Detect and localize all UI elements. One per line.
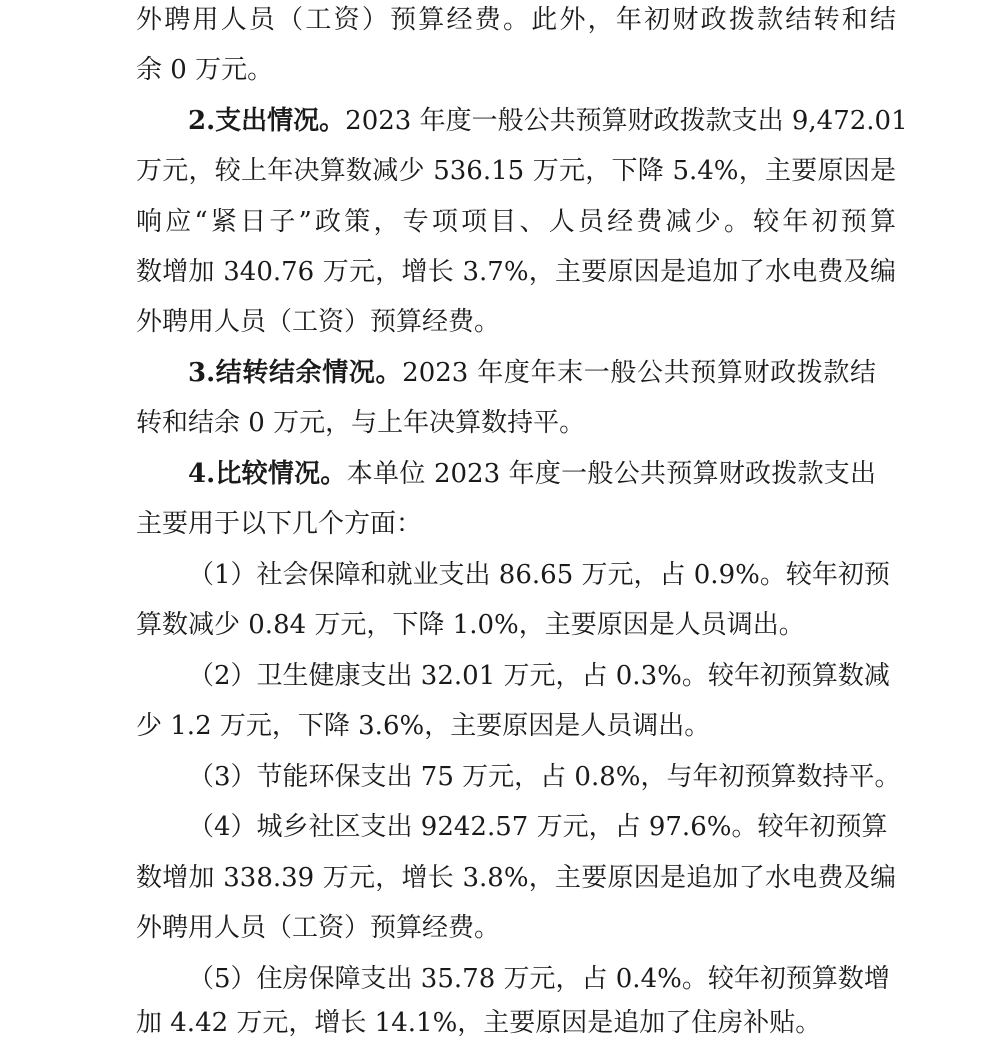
text-line: 余 0 万元。 (136, 55, 274, 85)
paragraph-comparison (136, 454, 876, 494)
text-line: 数增加 340.76 万元，增长 3.7%，主要原因是追加了水电费及编 (136, 257, 896, 287)
text-run: 2023 年度一般公共预算财政拨款支出 9,472.01 (345, 106, 908, 136)
list-item-health: （2）卫生健康支出 32.01 万元，占 0.3%。较年初预算数减 (188, 661, 890, 691)
section-heading-comparison: 4.比较情况。 (188, 459, 347, 489)
text-line: 加 4.42 万元，增长 14.1%，主要原因是追加了住房补贴。 (136, 1008, 822, 1038)
section-heading-expenditure: 2.支出情况。 (188, 106, 346, 136)
text-line: 数增加 338.39 万元，增长 3.8%，主要原因是追加了水电费及编 (136, 863, 896, 893)
paragraph-carryover (136, 353, 876, 393)
paragraph-expenditure (136, 101, 908, 141)
text-line: 算数减少 0.84 万元，下降 1.0%，主要原因是人员调出。 (136, 610, 805, 640)
text-line: 主要用于以下几个方面： (136, 509, 423, 539)
text-line: 万元，较上年决算数减少 536.15 万元，下降 5.4%，主要原因是 (136, 156, 896, 186)
text-line: 外聘用人员（工资）预算经费。 (136, 307, 501, 337)
list-item-social-security: （1）社会保障和就业支出 86.65 万元，占 0.9%。较年初预 (188, 560, 890, 590)
list-item-urban-community: （4）城乡社区支出 9242.57 万元，占 97.6%。较年初预算 (188, 812, 888, 842)
text-line: 转和结余 0 万元，与上年决算数持平。 (136, 408, 586, 438)
list-item-environment: （3）节能环保支出 75 万元，占 0.8%，与年初预算数持平。 (188, 762, 901, 792)
list-item-housing: （5）住房保障支出 35.78 万元，占 0.4%。较年初预算数增 (188, 964, 890, 994)
section-heading-carryover: 3.结转结余情况。 (188, 358, 403, 388)
text-line: 响应“紧日子”政策，专项项目、人员经费减少。较年初预算 (136, 207, 896, 237)
text-line: 少 1.2 万元，下降 3.6%，主要原因是人员调出。 (136, 711, 711, 741)
text-line: 外聘用人员（工资）预算经费。此外，年初财政拨款结转和结 (136, 5, 896, 35)
text-line: 外聘用人员（工资）预算经费。 (136, 913, 501, 943)
text-run: 2023 年度年末一般公共预算财政拨款结 (402, 358, 876, 388)
text-run: 本单位 2023 年度一般公共预算财政拨款支出 (346, 459, 876, 489)
